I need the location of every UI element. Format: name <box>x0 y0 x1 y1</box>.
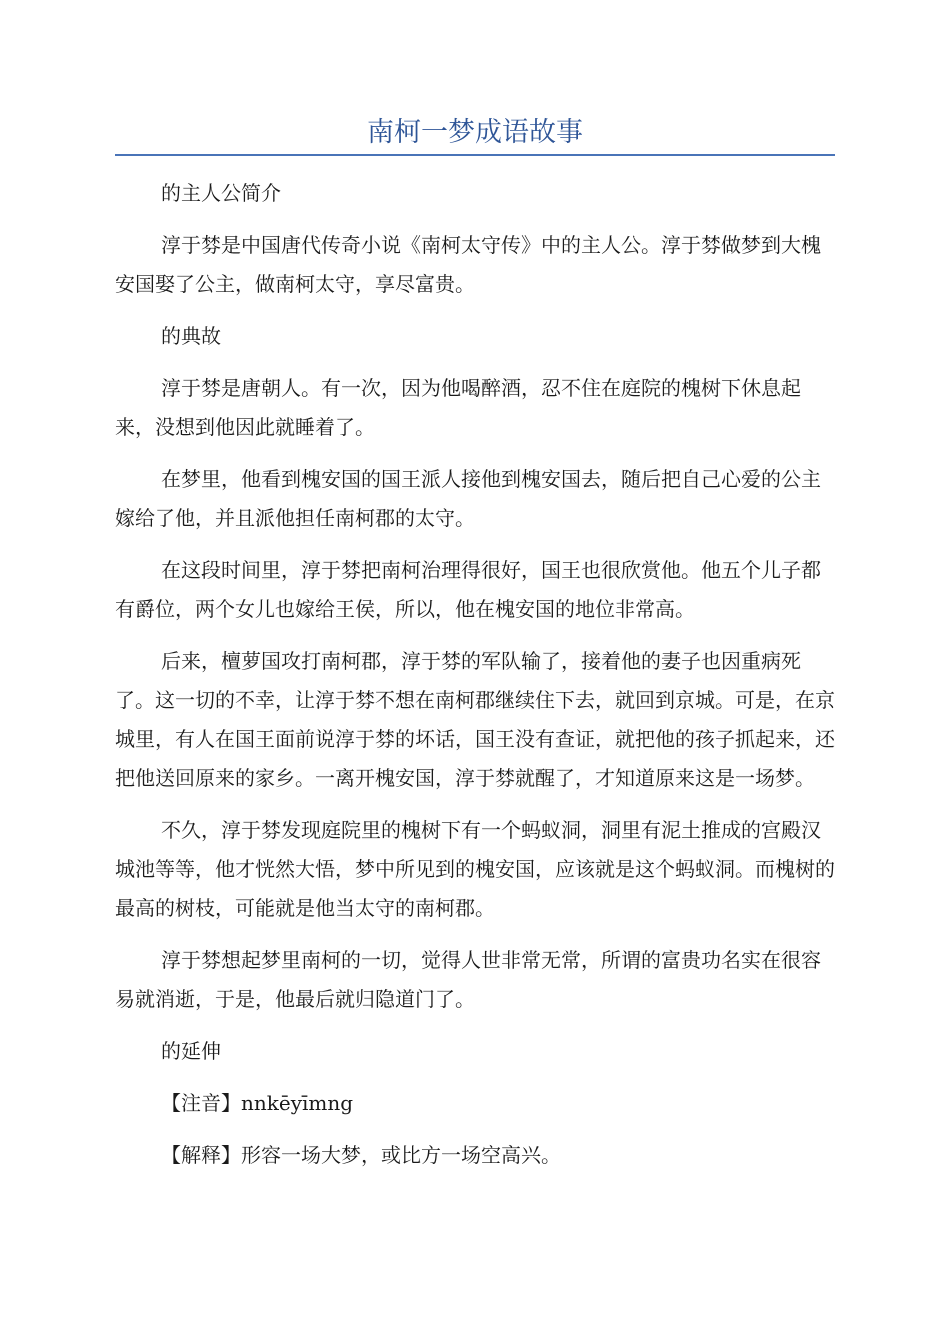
paragraph: 不久，淳于棼发现庭院里的槐树下有一个蚂蚁洞，洞里有泥土推成的宫殿汉城池等等，他才恍然大悟，梦中所见到的槐安国，应该就是这个蚂蚁洞。而槐树的最高的树枝，可能就是他当太守的南柯郡。 <box>115 818 835 920</box>
pronunciation-line: 【注音】nnkēyīmng <box>161 1091 354 1115</box>
paragraph: 后来，檀萝国攻打南柯郡，淳于棼的军队输了，接着他的妻子也因重病死了。这一切的不幸，让淳于棼不想在南柯郡继续住下去，就回到京城。可是，在京城里，有人在国王面前说淳于棼的坏话，国王没有查证，就把他的孩子抓起来，还把他送回原来的家乡。一离开槐安国，淳于棼就醒了，才知道原来这是一场梦。 <box>115 649 835 790</box>
paragraph: 淳于棼想起梦里南柯的一切，觉得人世非常无常，所谓的富贵功名实在很容易就消逝，于是，他最后就归隐道门了。 <box>115 948 821 1011</box>
section-heading: 的延伸 <box>161 1039 221 1063</box>
paragraph: 淳于棼是唐朝人。有一次，因为他喝醉酒，忍不住在庭院的槐树下休息起来，没想到他因此就睡着了。 <box>115 376 801 439</box>
section-heading: 的典故 <box>161 324 221 348</box>
title-underline <box>115 154 835 156</box>
paragraph: 在梦里，他看到槐安国的国王派人接他到槐安国去，随后把自己心爱的公主嫁给了他，并且派他担任南柯郡的太守。 <box>115 467 821 530</box>
document-body <box>115 174 835 1188</box>
paragraph: 在这段时间里，淳于棼把南柯治理得很好，国王也很欣赏他。他五个儿子都有爵位，两个女儿也嫁给王侯，所以，他在槐安国的地位非常高。 <box>115 558 821 621</box>
definition-line: 【解释】形容一场大梦，或比方一场空高兴。 <box>161 1143 561 1167</box>
section-heading: 的主人公简介 <box>161 181 281 205</box>
document-title: 南柯一梦成语故事 <box>367 117 583 148</box>
paragraph: 淳于棼是中国唐代传奇小说《南柯太守传》中的主人公。淳于棼做梦到大槐安国娶了公主，做南柯太守，享尽富贵。 <box>115 233 821 296</box>
